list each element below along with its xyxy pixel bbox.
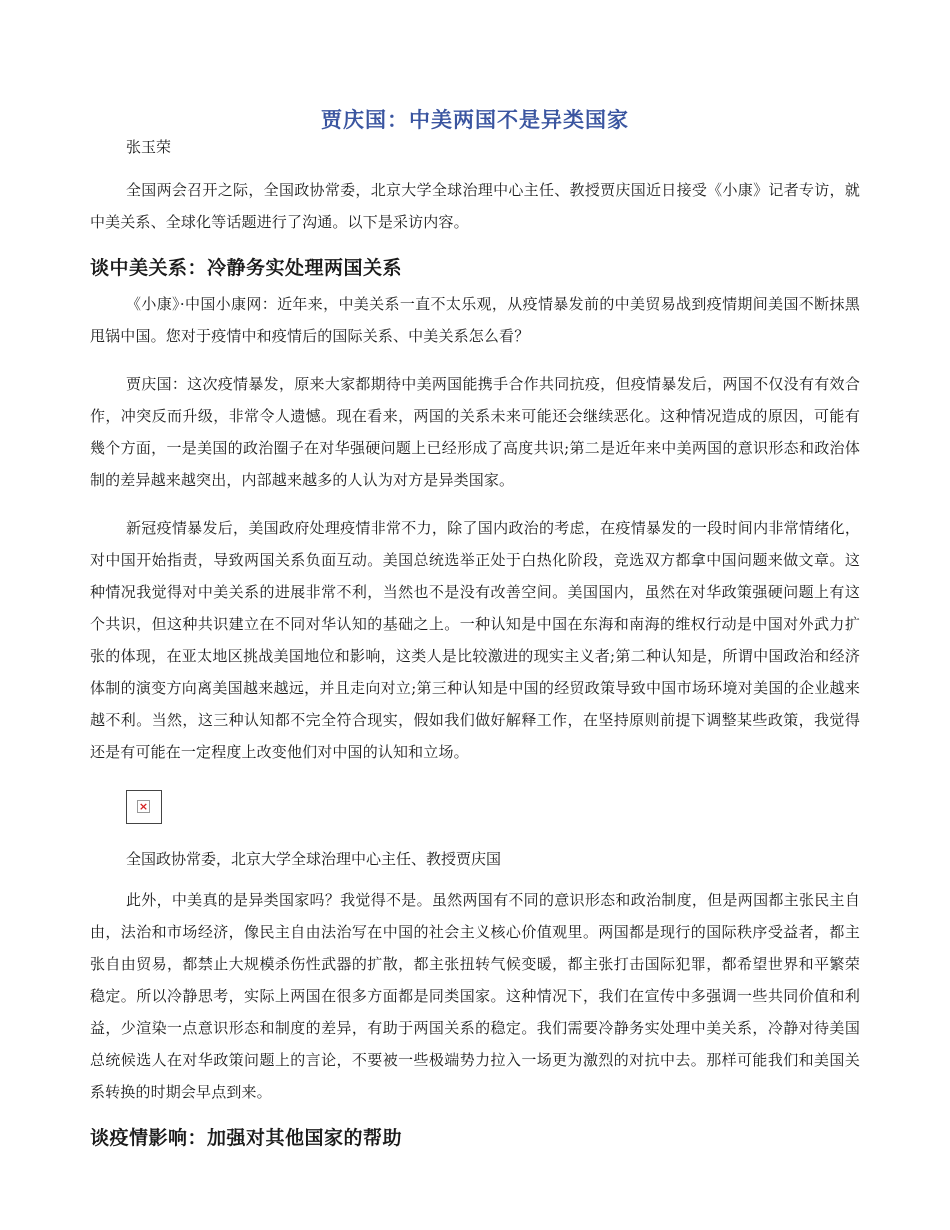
broken-image-icon: × (138, 800, 149, 813)
image-caption: 全国政协常委，北京大学全球治理中心主任、教授贾庆国 (126, 850, 502, 868)
answer-paragraph-1: 贾庆国：这次疫情暴发，原来大家都期待中美两国能携手合作共同抗疫，但疫情暴发后，两国不仅没有有效合作，冲突反而升级，非常令人遗憾。现在看来，两国的关系未来可能还会继续恶化。这种情况造成的原因，可能有幾个方面，一是美国的政治圈子在对华强硬问题上已经形成了高度共识;第二是近年来中美两国的意识形态和政治体制的差异越来越突出，内部越来越多的人认为对方是异类国家。 (90, 375, 860, 489)
portrait-image (126, 790, 162, 824)
article-title: 贾庆国：中美两国不是异类国家 (321, 107, 629, 132)
section-heading-us-china: 谈中美关系：冷静务实处理两国关系 (90, 257, 403, 279)
section-heading-pandemic: 谈疫情影响：加强对其他国家的帮助 (90, 1127, 403, 1149)
intro-paragraph: 全国两会召开之际，全国政协常委，北京大学全球治理中心主任、教授贾庆国近日接受《小康》记者专访，就中美关系、全球化等话题进行了沟通。以下是采访内容。 (90, 181, 860, 231)
article-author: 张玉荣 (126, 138, 172, 156)
answer-paragraph-2: 新冠疫情暴发后，美国政府处理疫情非常不力，除了国内政治的考虑，在疫情暴发的一段时间内非常情绪化，对中国开始指责，导致两国关系负面互动。美国总统选举正处于白热化阶段，竞选双方都拿中国问题来做文章。这种情况我觉得对中美关系的进展非常不利，当然也不是没有改善空间。美国国内，虽然在对华政策强硬问题上有这个共识，但这种共识建立在不同对华认知的基础之上。一种认知是中国在东海和南海的维权行动是中国对外武力扩张的体现，在亚太地区挑战美国地位和影响，这类人是比较激进的现实主义者;第二种认知是，所谓中国政治和经济体制的演变方向离美国越来越远，并且走向对立;第三种认知是中国的经贸政策导致中国市场环境对美国的企业越来越不利。当然，这三种认知都不完全符合现实，假如我们做好解释工作，在坚持原则前提下调整某些政策，我觉得还是有可能在一定程度上改变他们对中国的认知和立场。 (90, 519, 860, 761)
article (90, 104, 860, 1158)
question-paragraph: 《小康》·中国小康网：近年来，中美关系一直不太乐观，从疫情暴发前的中美贸易战到疫情期间美国不断抹黑甩锅中国。您对于疫情中和疫情后的国际关系、中美关系怎么看？ (90, 295, 860, 345)
answer-paragraph-3: 此外，中美真的是异类国家吗？我觉得不是。虽然两国有不同的意识形态和政治制度，但是两国都主张民主自由，法治和市场经济，像民主自由法治写在中国的社会主义核心价值观里。两国都是现行的国际秩序受益者，都主张自由贸易，都禁止大规模杀伤性武器的扩散，都主张扭转气候变暖，都主张打击国际犯罪，都希望世界和平繁荣稳定。所以冷静思考，实际上两国在很多方面都是同类国家。这种情况下，我们在宣传中多强调一些共同价值和利益，少渲染一点意识形态和制度的差异，有助于两国关系的稳定。我们需要冷静务实处理中美关系，冷静对待美国总统候选人在对华政策问题上的言论，不要被一些极端势力拉入一场更为激烈的对抗中去。那样可能我们和美国关系转换的时期会早点到来。 (90, 891, 860, 1101)
